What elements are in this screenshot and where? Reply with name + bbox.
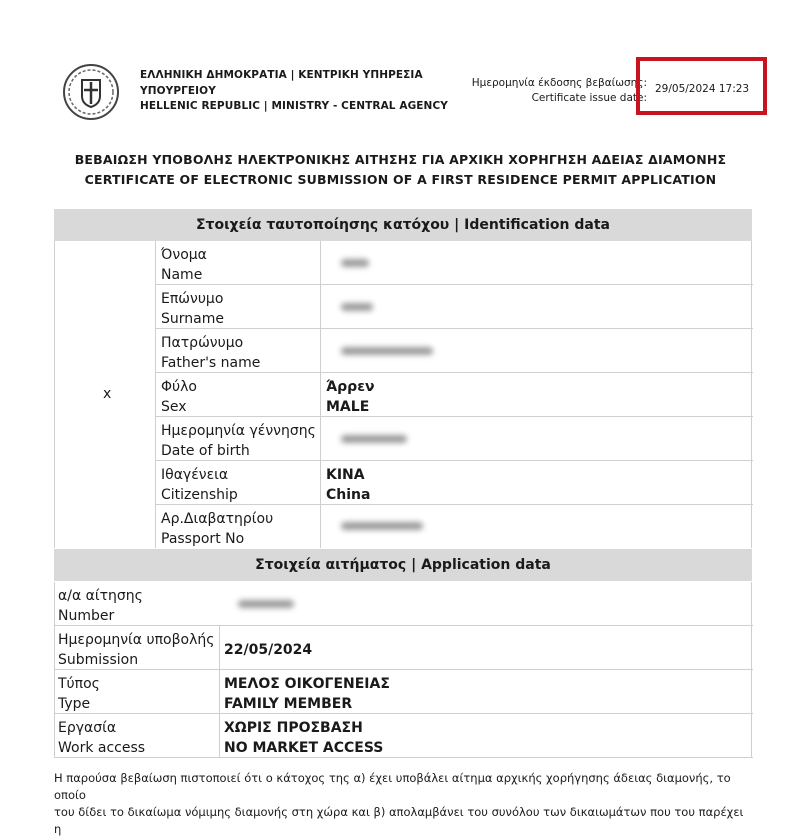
- statement-line-1: Η παρούσα βεβαίωση πιστοποιεί ότι ο κάτοχος της α) έχει υποβάλει αίτημα αρχικής χορήγησης άδειας διαμονής, το οποίο: [54, 771, 731, 802]
- work-access-value: [224, 718, 383, 758]
- label-gr: Επώνυμο: [161, 291, 224, 307]
- certificate-statement: [54, 770, 754, 838]
- greek-coat-of-arms-icon: [62, 63, 120, 121]
- agency-line-3: HELLENIC REPUBLIC | MINISTRY - CENTRAL AGENCY: [140, 100, 448, 112]
- row-label: [58, 586, 143, 626]
- issue-date-labels: [472, 76, 647, 106]
- agency-name: [140, 68, 448, 115]
- photo-placeholder-mark: x: [103, 386, 112, 402]
- row-label: [161, 421, 321, 461]
- row-label: [161, 289, 321, 329]
- label-gr: α/α αίτησης: [58, 588, 143, 604]
- label-en: Work access: [58, 740, 146, 756]
- label-en: Father's name: [161, 355, 261, 371]
- label-gr: Φύλο: [161, 379, 197, 395]
- issue-label-gr: Ημερομηνία έκδοσης βεβαίωσης:: [471, 77, 647, 89]
- label-en: Type: [58, 696, 91, 712]
- table-row: [55, 626, 753, 670]
- table-row: [55, 670, 753, 714]
- label-en: Sex: [161, 399, 187, 415]
- label-gr: Αρ.Διαβατηρίου: [161, 511, 274, 527]
- redacted-application-number: [238, 600, 294, 608]
- label-gr: Ιθαγένεια: [161, 467, 229, 483]
- document-header: [0, 0, 801, 140]
- redacted-passport-number: [341, 522, 423, 530]
- row-label: [161, 333, 321, 373]
- title-greek: ΒΕΒΑΙΩΣΗ ΥΠΟΒΟΛΗΣ ΗΛΕΚΤΡΟΝΙΚΗΣ ΑΙΤΗΣΗΣ ΓΙΑ ΑΡΧΙΚΗ ΧΟΡΗΓΗΣΗ ΑΔΕΙΑΣ ΔΙΑΜΟΝΗΣ: [74, 152, 727, 167]
- label-en: Citizenship: [161, 487, 238, 503]
- application-table: [54, 582, 752, 758]
- value-gr: Άρρεν: [326, 379, 375, 395]
- table-row: [155, 285, 753, 329]
- value-gr: ΧΩΡΙΣ ΠΡΟΣΒΑΣΗ: [224, 720, 363, 736]
- row-label: [161, 509, 321, 549]
- value-en: MALE: [326, 399, 370, 415]
- label-gr: Τύπος: [58, 676, 100, 692]
- issue-date-value: 29/05/2024 17:23: [655, 83, 750, 95]
- identification-table: [54, 241, 752, 548]
- submission-date-value: 22/05/2024: [224, 642, 313, 658]
- value-gr: ΜΕΛΟΣ ΟΙΚΟΓΕΝΕΙΑΣ: [224, 676, 390, 692]
- value-en: China: [326, 487, 371, 503]
- redacted-fathers-name: [341, 347, 433, 355]
- agency-line-2: ΥΠΟΥΡΓΕΙΟΥ: [140, 84, 216, 97]
- table-row: [155, 329, 753, 373]
- table-row: [155, 417, 753, 461]
- table-row: [155, 461, 753, 505]
- issue-label-en: Certificate issue date:: [531, 92, 647, 104]
- table-row: [155, 373, 753, 417]
- photo-cell: [55, 241, 156, 548]
- label-gr: Ημερομηνία γέννησης: [161, 423, 316, 439]
- row-label: [58, 718, 145, 758]
- table-row: [55, 714, 753, 758]
- label-en: Date of birth: [161, 443, 250, 459]
- identification-heading: Στοιχεία ταυτοποίησης κατόχου | Identification data: [54, 209, 752, 241]
- redacted-date-of-birth: [341, 435, 407, 443]
- label-gr: Εργασία: [58, 720, 117, 736]
- label-gr: Πατρώνυμο: [161, 335, 244, 351]
- row-label: [161, 245, 321, 285]
- value-en: NO MARKET ACCESS: [224, 740, 384, 756]
- table-row: [55, 582, 753, 626]
- title-english: CERTIFICATE OF ELECTRONIC SUBMISSION OF A FIRST RESIDENCE PERMIT APPLICATION: [84, 172, 717, 187]
- redacted-surname: [341, 303, 373, 311]
- redacted-name: [341, 259, 369, 267]
- value-gr: ΚΙΝΑ: [326, 467, 365, 483]
- sex-value: [326, 377, 375, 417]
- table-row: [155, 505, 753, 548]
- label-gr: Ημερομηνία υποβολής: [58, 632, 215, 648]
- label-en: Number: [58, 608, 115, 624]
- page-title: [0, 150, 801, 190]
- row-label: [58, 630, 214, 670]
- row-label: [161, 377, 321, 417]
- row-label: [161, 465, 321, 505]
- type-value: [224, 674, 390, 714]
- statement-line-2: του δίδει το δικαίωμα νόμιμης διαμονής στη χώρα και β) απολαμβάνει του συνόλου των δικαιωμάτων που του παρέχει η: [54, 805, 744, 836]
- value-en: FAMILY MEMBER: [224, 696, 353, 712]
- label-gr: Όνομα: [161, 247, 207, 263]
- table-row: [155, 241, 753, 285]
- agency-line-1: ΕΛΛΗΝΙΚΗ ΔΗΜΟΚΡΑΤΙΑ | ΚΕΝΤΡΙΚΗ ΥΠΗΡΕΣΙΑ: [140, 69, 423, 81]
- label-en: Surname: [161, 311, 224, 327]
- label-en: Passport No: [161, 531, 245, 547]
- row-label: [58, 674, 100, 714]
- citizenship-value: [326, 465, 370, 505]
- label-en: Name: [161, 267, 203, 283]
- application-heading: Στοιχεία αιτήματος | Application data: [54, 549, 752, 581]
- label-en: Submission: [58, 652, 139, 668]
